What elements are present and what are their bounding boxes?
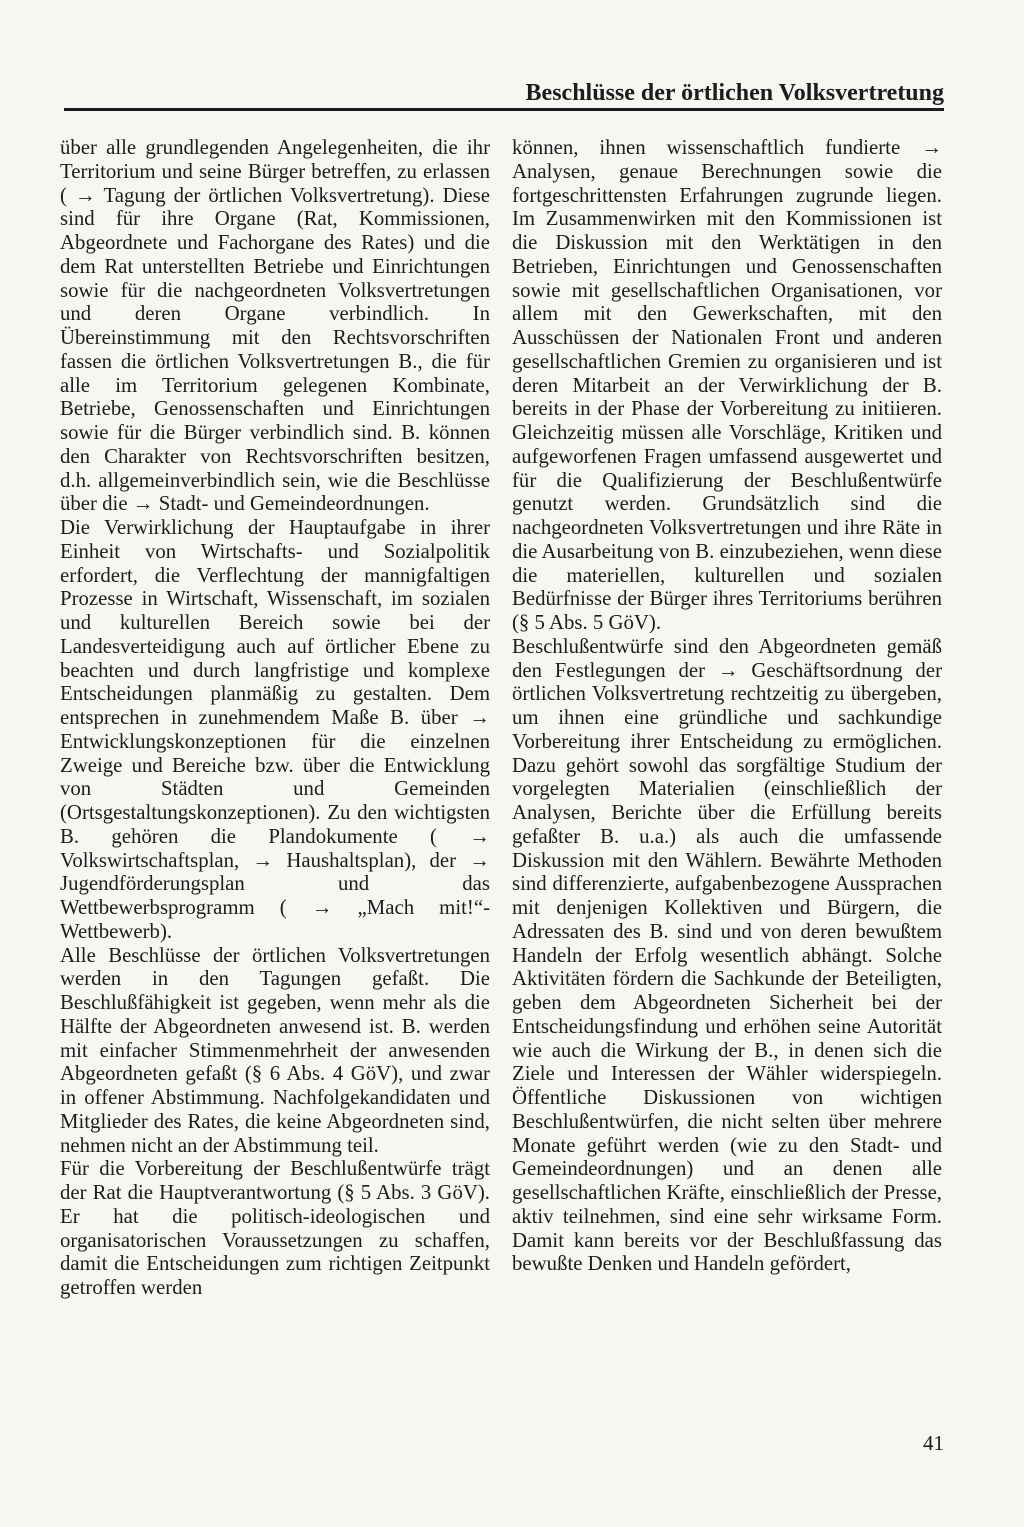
page-number: 41 (923, 1431, 944, 1455)
header-rule (64, 108, 944, 111)
left-paragraph-2: Die Verwirklichung der Hauptaufgabe in ihrer Einheit von Wirtschafts- und Sozialpolitik erfordert, die Verflechtung der mannigfaltigen Prozesse in Wirtschaft, Wissenschaft, im sozialen und kulturellen Bereich sowie bei der Landesverteidigung auch auf örtlicher Ebene zu beachten und durch langfristige und komplexe Entscheidungen planmäßig zu gestalten. Dem entsprechen in zunehmendem Maße B. über → Entwicklungskonzeptionen für die einzelnen Zweige und Bereiche bzw. über die Entwicklung von Städten und Gemeinden (Ortsgestaltungskonzeptionen). Zu den wichtigsten B. gehören die Plandokumente ( → Volkswirtschaftsplan, → Haushaltsplan), der → Jugendförderungsplan und das Wettbewerbsprogramm ( → „Mach mit!“-Wettbewerb). (60, 516, 490, 943)
left-paragraph-1: über alle grundlegenden Angelegenheiten, die ihr Territorium und seine Bürger betreffen, zu erlassen ( → Tagung der örtlichen Volksvertretung). Diese sind für ihre Organe (Rat, Kommissionen, Abgeordnete und Fachorgane des Rates) und die dem Rat unterstellten Betriebe und Einrichtungen sowie für die nachgeordneten Volksvertretungen und deren Organe verbindlich. In Übereinstimmung mit den Rechtsvorschriften fassen die örtlichen Volksvertretungen B., die für alle im Territorium gelegenen Kombinate, Betriebe, Genossenschaften und Einrichtungen sowie für die Bürger verbindlich sind. B. können den Charakter von Rechtsvorschriften besitzen, d.h. allgemeinverbindlich sein, wie die Beschlüsse über die → Stadt- und Gemeindeordnungen. (60, 136, 490, 516)
right-paragraph-2: Beschlußentwürfe sind den Abgeordneten gemäß den Festlegungen der → Geschäftsordnung der örtlichen Volksvertretung rechtzeitig zu übergeben, um ihnen eine gründliche und sachkundige Vorbereitung ihrer Entscheidung zu ermöglichen. Dazu gehört sowohl das sorgfältige Studium der vorgelegten Materialien (einschließlich der Analysen, Berichte über die Erfüllung bereits gefaßter B. u.a.) als auch die umfassende Diskussion mit den Wählern. Bewährte Methoden sind differenzierte, aufgabenbezogene Aussprachen mit denjenigen Kollektiven und Bürgern, die Adressaten des B. sind und von deren bewußtem Handeln der Erfolg wesentlich abhängt. Solche Aktivitäten fördern die Sachkunde der Beteiligten, geben dem Abgeordneten Sicherheit bei der Entscheidungsfindung und erhöhen seine Autorität wie auch die Wirkung der B., in denen sich die Ziele und Interessen der Wähler widerspiegeln. Öffentliche Diskussionen von wichtigen Beschlußentwürfen, die nicht selten über mehrere Monate geführt werden (wie zu den Stadt- und Gemeindeordnungen) und an denen alle gesellschaftlichen Kräfte, einschließlich der Presse, aktiv teilnehmen, sind eine sehr wirksame Form. Damit kann bereits vor der Beschlußfassung das bewußte Denken und Handeln gefördert, (512, 634, 942, 1276)
right-paragraph-1: können, ihnen wissenschaftlich fundierte → Analysen, genaue Berechnungen sowie die fortgeschrittensten Erfahrungen zugrunde liegen. Im Zusammenwirken mit den Kommissionen ist die Diskussion mit den Werktätigen in den Betrieben, Einrichtungen und Genossenschaften sowie mit gesellschaftlichen Organisationen, vor allem mit den Gewerkschaften, mit den Ausschüssen der Nationalen Front und anderen gesellschaftlichen Gremien zu organisieren und ist deren Mitarbeit an der Verwirklichung der B. bereits in der Phase der Vorbereitung zu initiieren. Gleichzeitig müssen alle Vorschläge, Kritiken und aufgeworfenen Fragen umfassend ausgewertet und für die Qualifizierung der Beschlußentwürfe genutzt werden. Grundsätzlich sind die nachgeordneten Volksvertretungen und ihre Räte in die Ausarbeitung von B. einzubeziehen, wenn diese die materiellen, kulturellen und sozialen Bedürfnisse der Bürger ihres Territoriums berühren (§ 5 Abs. 5 GöV). (512, 136, 942, 634)
right-column (512, 136, 942, 1276)
left-column (60, 136, 490, 1300)
running-head-title: Beschlüsse der örtlichen Volksvertretung (525, 80, 944, 106)
left-paragraph-3: Alle Beschlüsse der örtlichen Volksvertretungen werden in den Tagungen gefaßt. Die Beschlußfähigkeit ist gegeben, wenn mehr als die Hälfte der Abgeordneten anwesend ist. B. werden mit einfacher Stimmenmehrheit der anwesenden Abgeordneten gefaßt (§ 6 Abs. 4 GöV), und zwar in offener Abstimmung. Nachfolgekandidaten und Mitglieder des Rates, die keine Abgeordneten sind, nehmen nicht an der Abstimmung teil. (60, 943, 490, 1157)
left-paragraph-4: Für die Vorbereitung der Beschlußentwürfe trägt der Rat die Hauptverantwortung (§ 5 Abs. 3 GöV). Er hat die politisch-ideologischen und organisatorischen Voraussetzungen zu schaffen, damit die Entscheidungen zum richtigen Zeitpunkt getroffen werden (60, 1157, 490, 1299)
